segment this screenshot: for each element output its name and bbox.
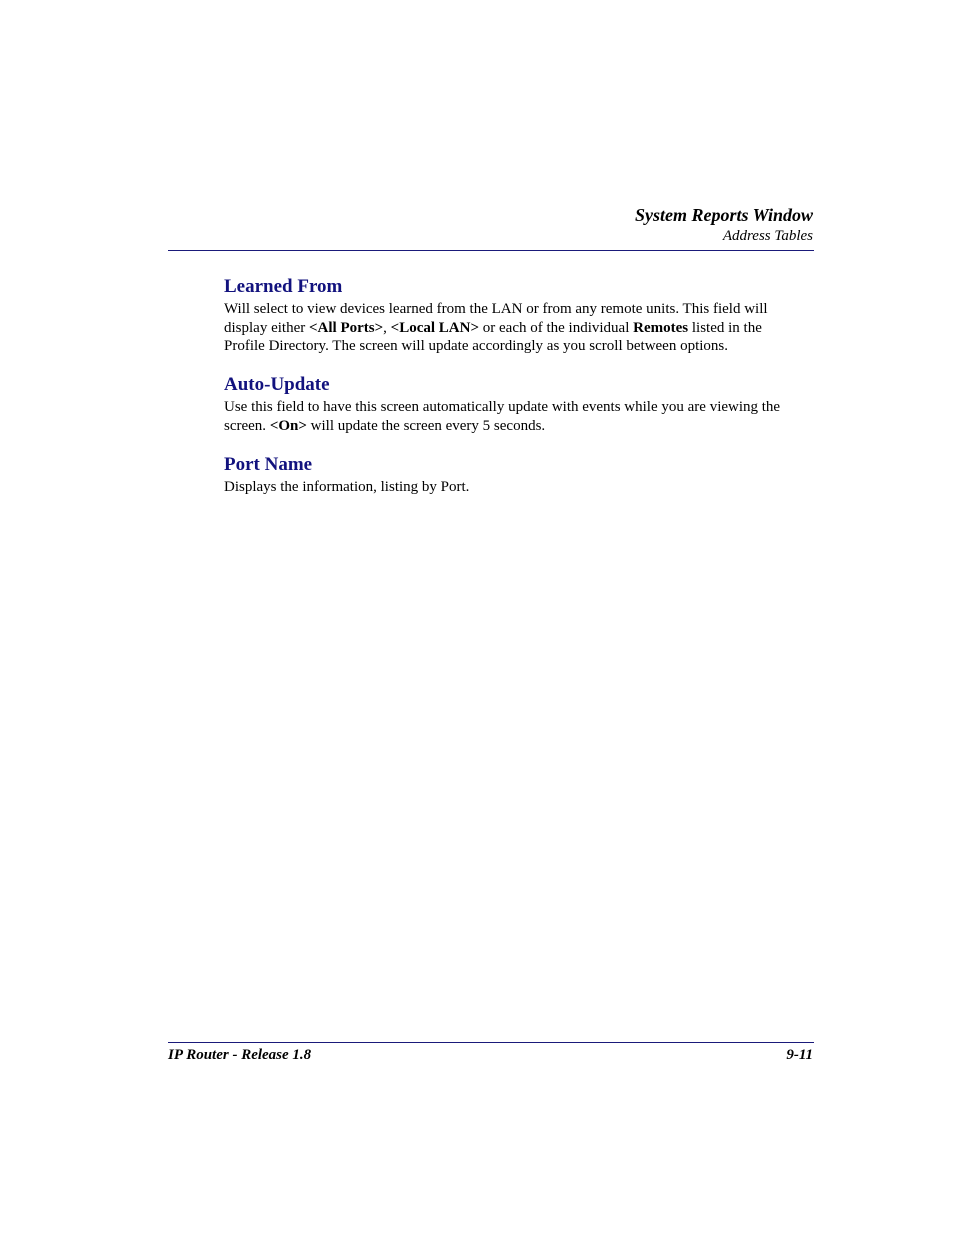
paragraph-line [224,300,814,319]
bold-text: Remotes [633,319,689,336]
paragraph-line [224,337,814,356]
footer-page-number: 9-11 [786,1047,813,1063]
section-heading: Auto-Update [224,374,330,395]
text-run: display either [224,319,309,336]
section-heading: Learned From [224,276,343,297]
section-body [224,478,814,497]
page-header-subtitle: Address Tables [722,228,813,244]
page-header-title: System Reports Window [634,205,813,225]
paragraph-line [224,417,814,436]
footer-document-title: IP Router - Release 1.8 [168,1047,312,1063]
section-body [224,398,814,435]
paragraph-line [224,478,814,497]
section-body [224,300,814,356]
header-rule [168,250,814,251]
paragraph-line [224,398,814,417]
section-port-name [224,453,814,497]
text-run: Use this field to have this screen automatically update with events while you are viewing the [224,399,781,415]
bold-text: <All Ports> [308,319,384,336]
section-learned-from [224,275,814,356]
section-heading: Port Name [224,454,313,475]
text-run: screen. [224,417,270,434]
text-run: will update the screen every 5 seconds. [306,417,546,434]
text-run: Displays the information, listing by Port. [224,479,470,495]
footer-rule [168,1042,814,1043]
section-auto-update [224,373,814,435]
text-run: Profile Directory. The screen will update accordingly as you scroll between options. [224,338,729,354]
text-run: listed in the [688,319,762,336]
bold-text: <Local LAN> [390,319,480,336]
text-run: Will select to view devices learned from the LAN or from any remote units. This field will [224,301,768,317]
paragraph-line [224,319,814,338]
text-run: or each of the individual [479,319,634,336]
text-run: , [383,319,391,336]
bold-text: <On> [269,417,307,434]
